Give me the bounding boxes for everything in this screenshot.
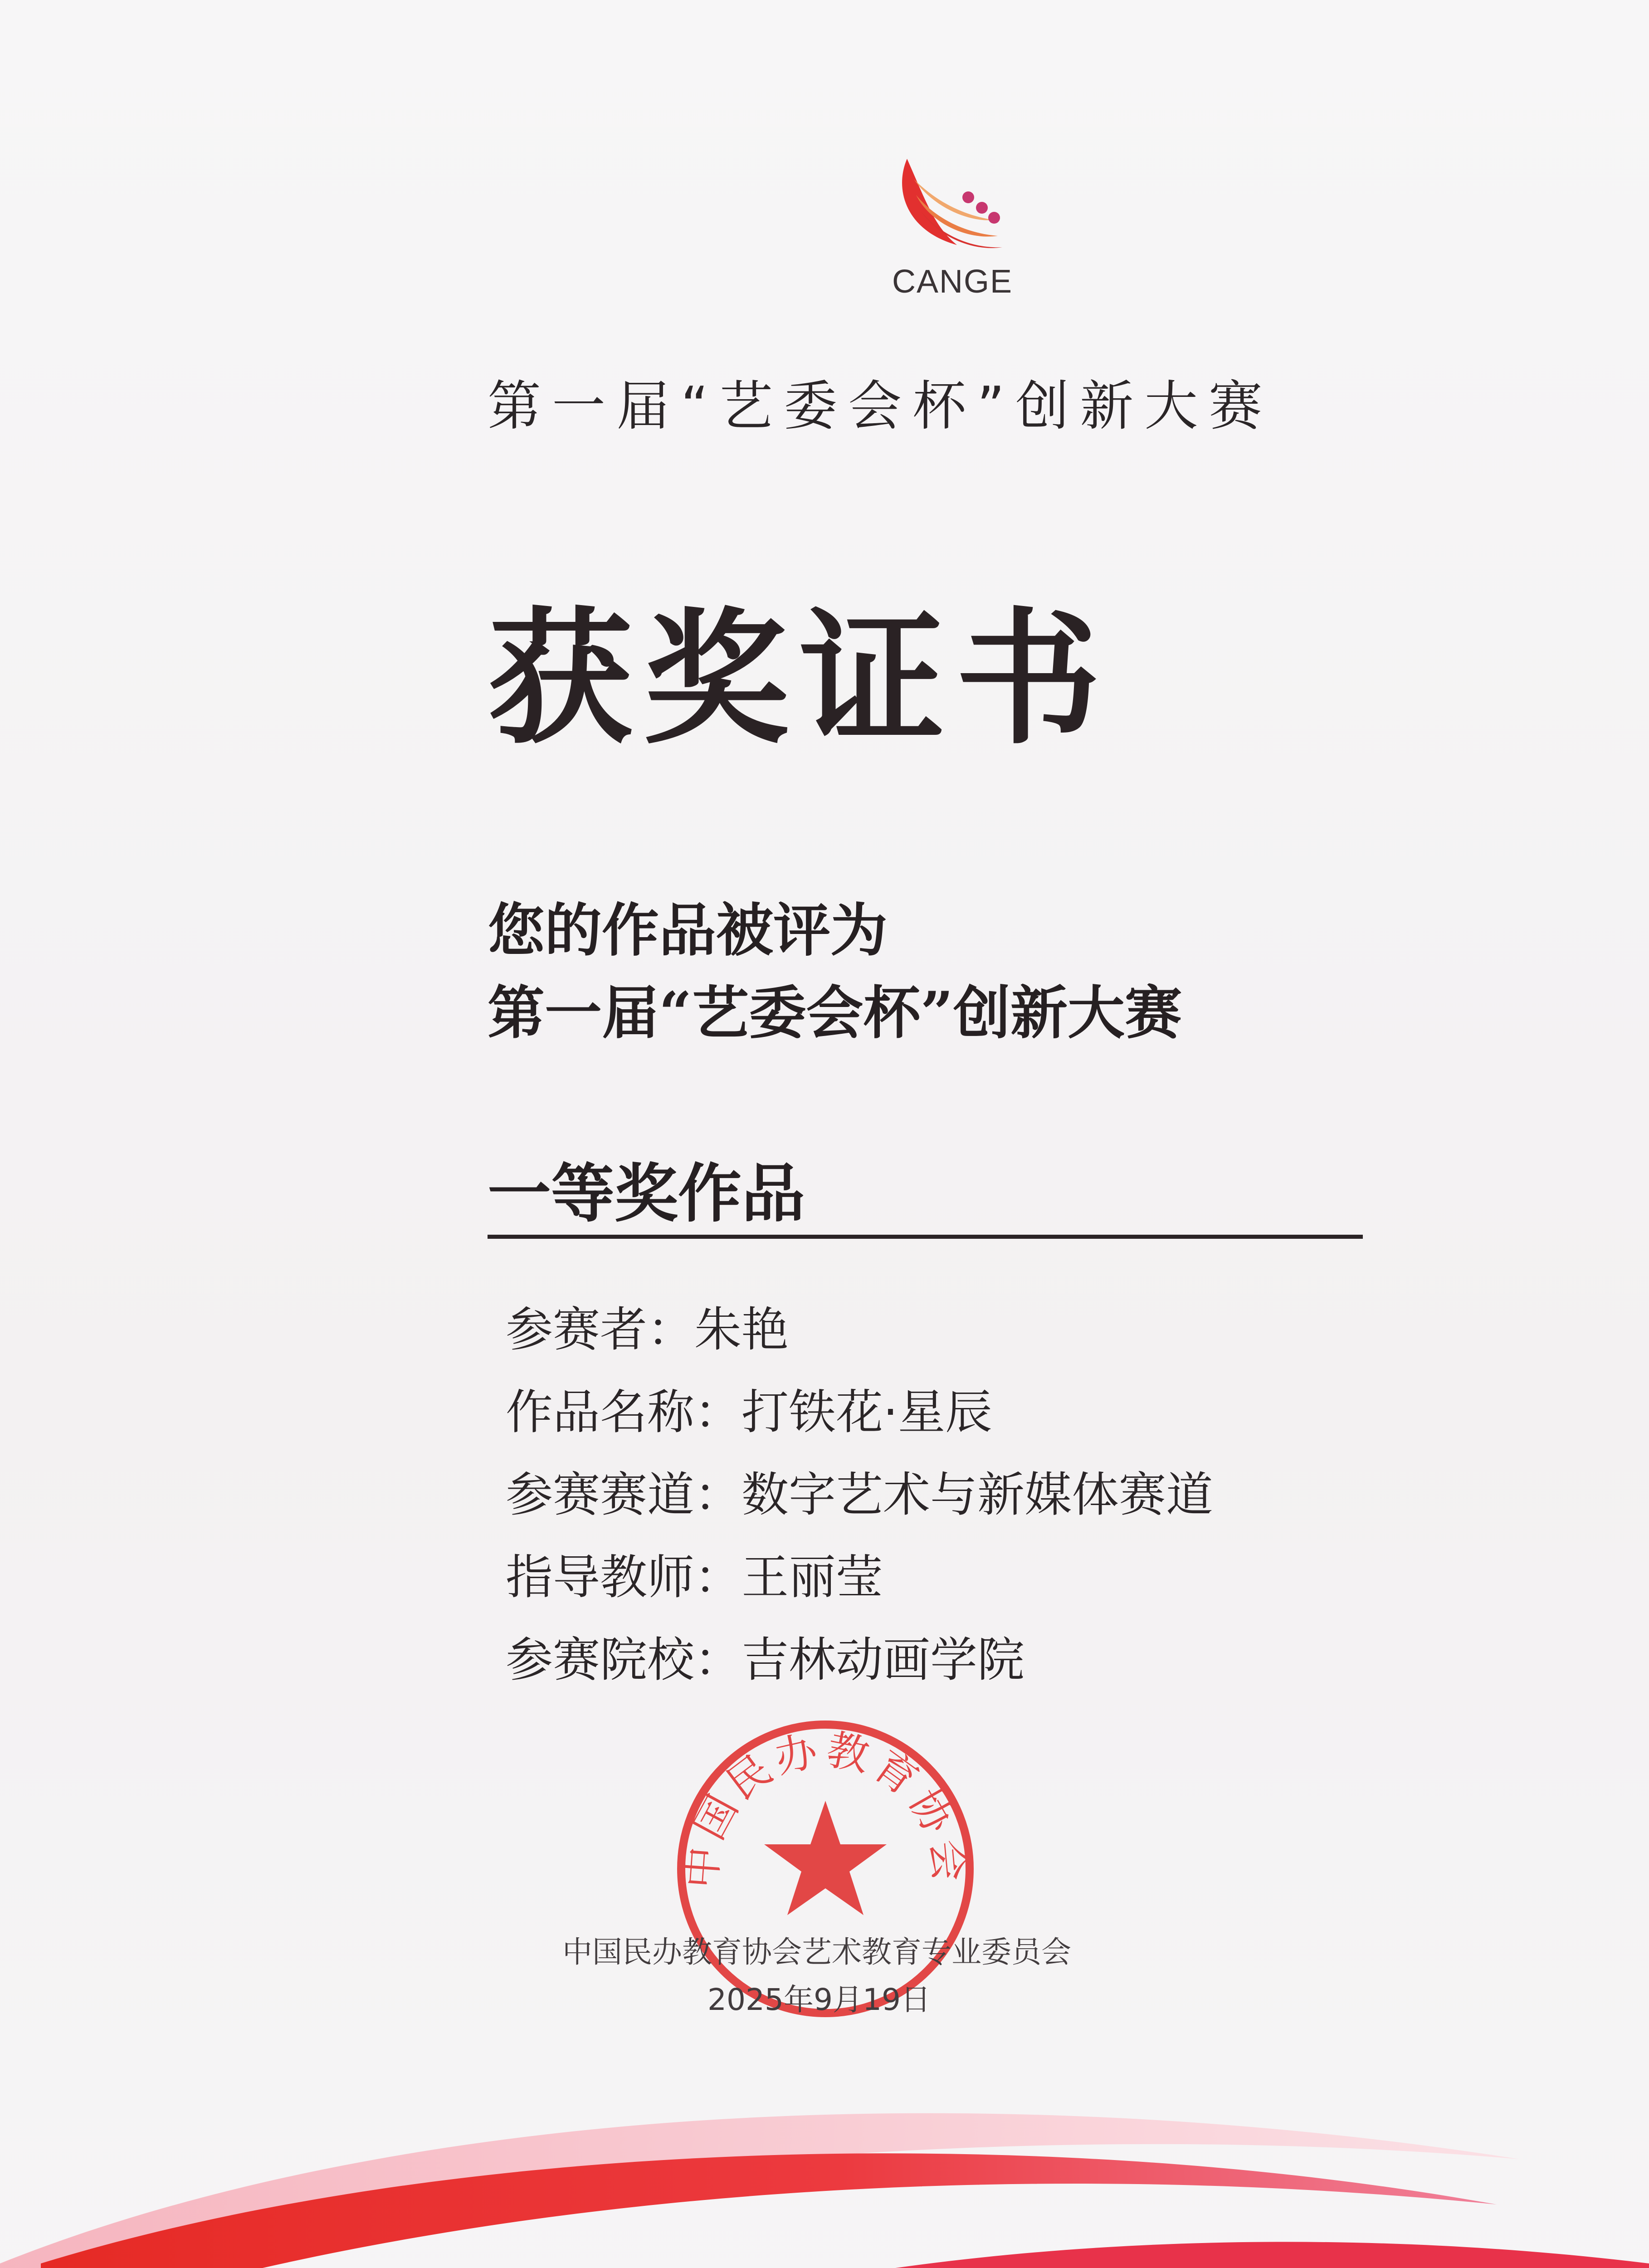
seal-star-icon bbox=[764, 1801, 887, 1915]
detail-value: 打铁花·星辰 bbox=[742, 1384, 993, 1440]
detail-track bbox=[506, 1453, 1213, 1536]
detail-school bbox=[506, 1618, 1213, 1701]
detail-work-title bbox=[506, 1371, 1213, 1453]
detail-label: 参赛院校： bbox=[506, 1632, 742, 1687]
issue-date: 2025年9月19日 bbox=[707, 1982, 931, 2017]
detail-value: 数字艺术与新媒体赛道 bbox=[742, 1467, 1214, 1522]
details-list bbox=[506, 1288, 1213, 1701]
cange-logo bbox=[875, 154, 1029, 304]
detail-value: 王丽莹 bbox=[742, 1549, 883, 1605]
divider bbox=[488, 1235, 1363, 1239]
cange-logo-icon bbox=[889, 154, 1016, 263]
statement-line-1: 您的作品被评为 bbox=[488, 897, 888, 964]
detail-label: 作品名称： bbox=[506, 1384, 742, 1440]
detail-label: 指导教师： bbox=[506, 1549, 742, 1605]
statement-line-2: 第一届“艺委会杯”创新大赛 bbox=[488, 979, 1182, 1046]
decorative-swoosh bbox=[0, 2009, 1649, 2268]
seal-text: 中国民办教育协会 bbox=[677, 1725, 975, 1890]
logo-wordmark: CANGE bbox=[892, 264, 1013, 300]
award-statement bbox=[488, 889, 1182, 1054]
detail-value: 吉林动画学院 bbox=[742, 1632, 1025, 1687]
certificate-title: 获奖证书 bbox=[488, 594, 1112, 764]
detail-label: 参赛赛道： bbox=[506, 1467, 742, 1522]
award-level: 一等奖作品 bbox=[488, 1157, 805, 1231]
detail-advisor bbox=[506, 1536, 1213, 1618]
detail-value: 朱艳 bbox=[694, 1302, 789, 1357]
competition-name: 第一届“艺委会杯”创新大赛 bbox=[488, 375, 1273, 437]
detail-participant bbox=[506, 1288, 1213, 1371]
issuer-name: 中国民办教育协会艺术教育专业委员会 bbox=[562, 1935, 1071, 1970]
detail-label: 参赛者： bbox=[506, 1302, 695, 1357]
